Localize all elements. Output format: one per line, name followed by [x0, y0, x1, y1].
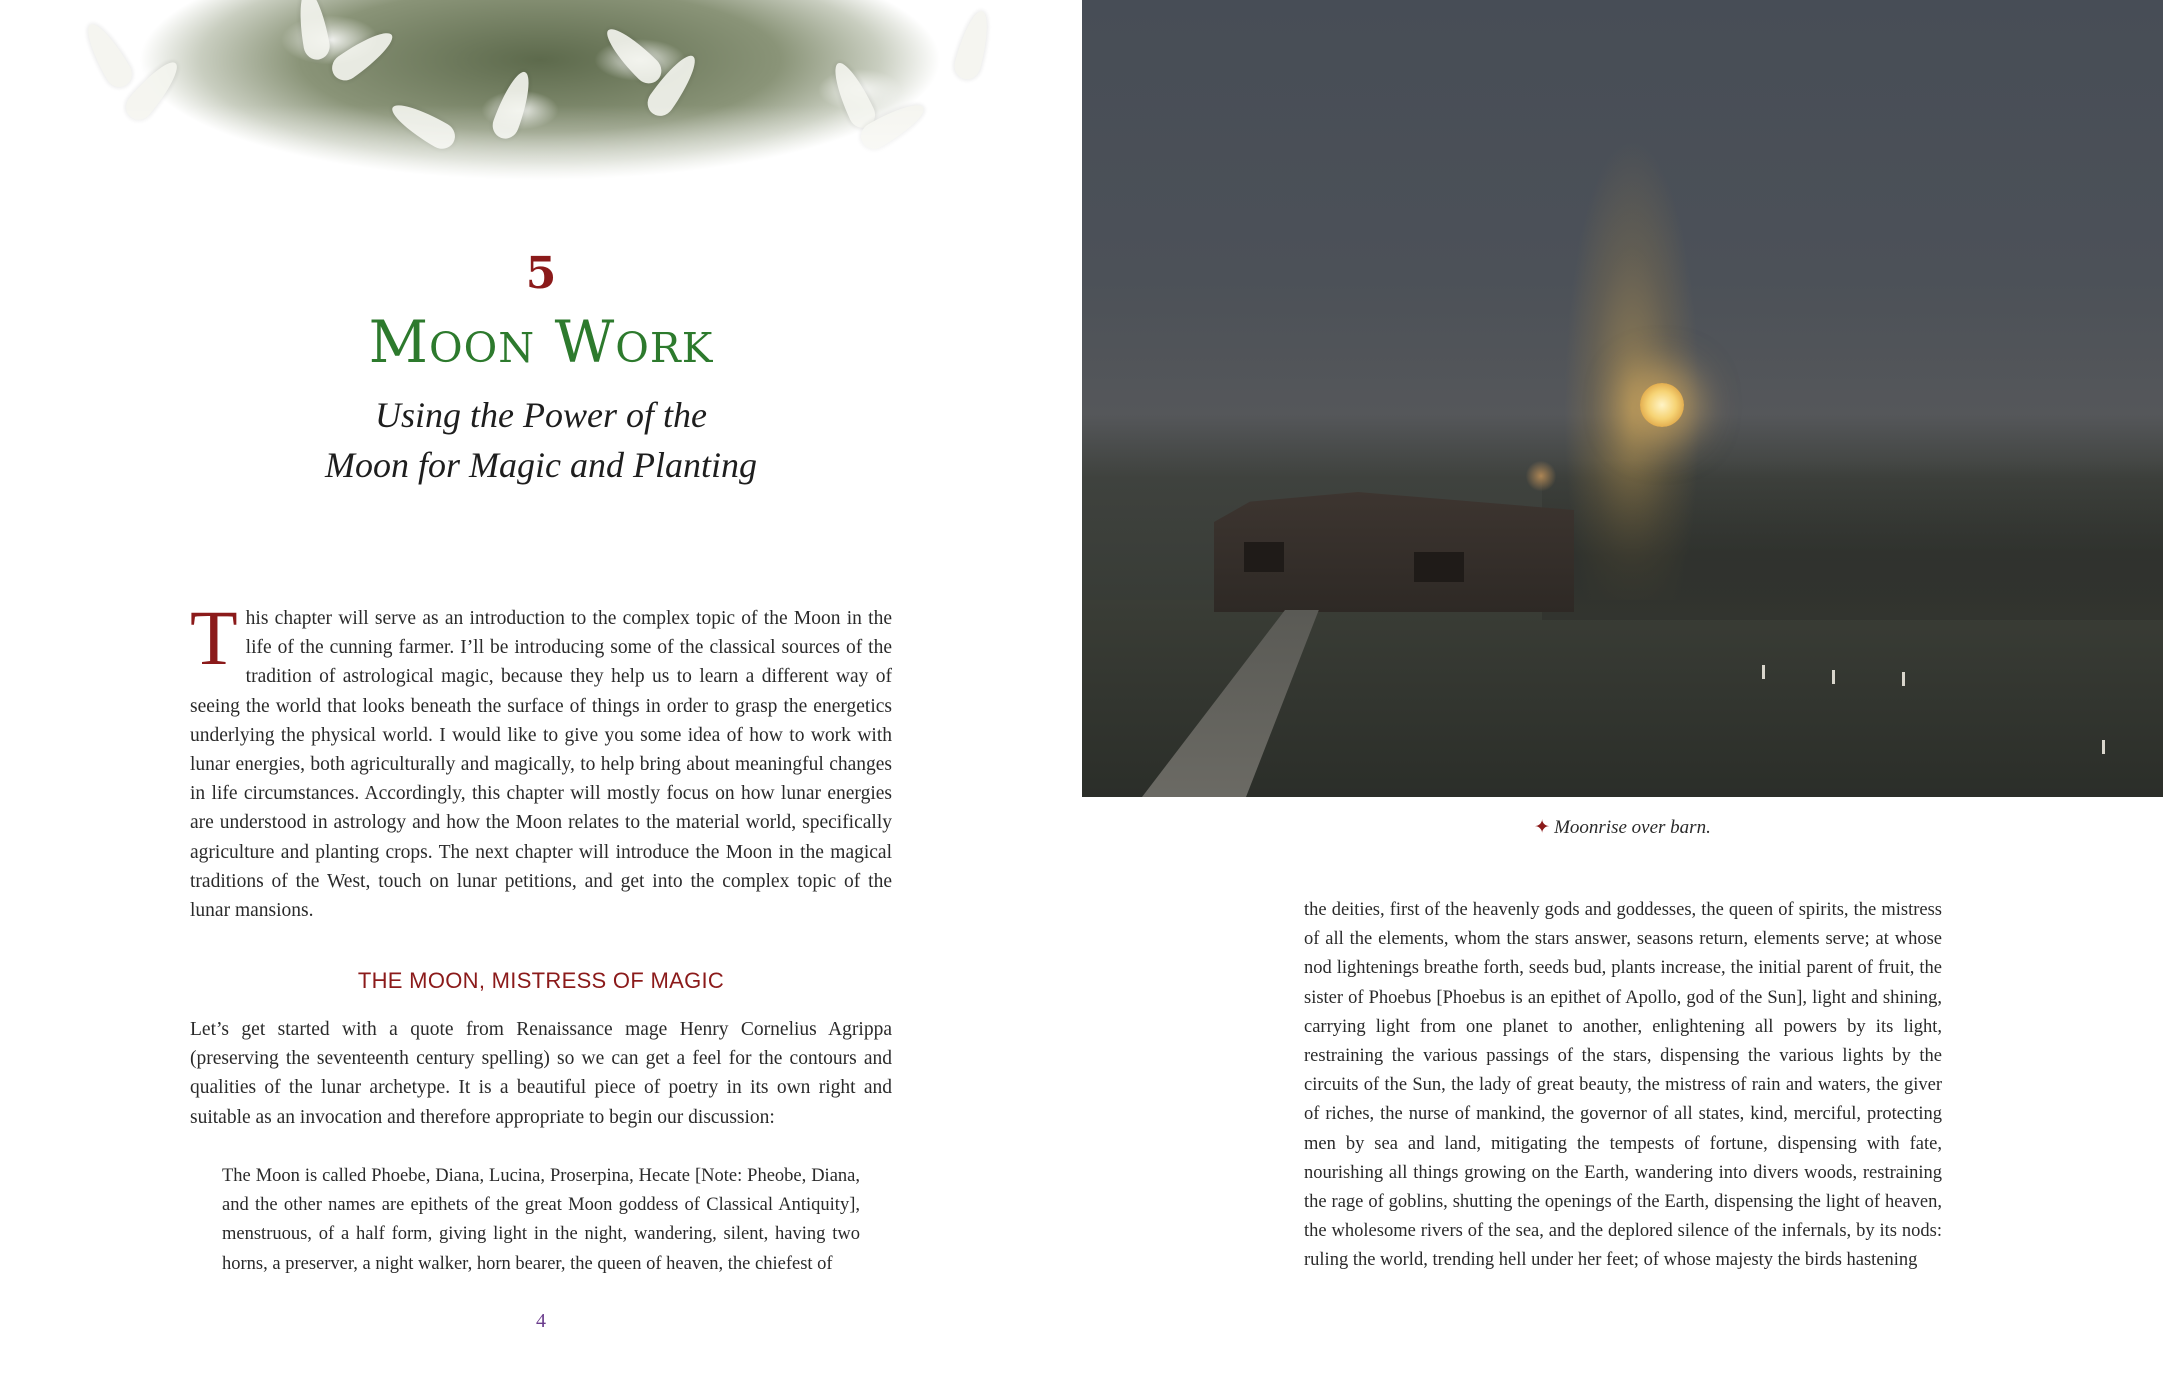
barn	[1214, 492, 1574, 612]
chapter-subtitle	[0, 390, 1082, 490]
quote-intro-paragraph: Let’s get started with a quote from Renaissance mage Henry Cornelius Agrippa (preserving the seventeenth century spelling) so we can get a feel for the contours and qualities of the lunar archetype. It is a beautiful piece of poetry in its own right and suitable as an invocation and therefore appropriate to begin our discussion:	[190, 1019, 892, 1128]
drop-cap: T	[190, 594, 238, 681]
flower-banner-image	[0, 0, 1082, 225]
treeline	[1542, 460, 2163, 620]
chapter-number: 5	[525, 248, 557, 299]
agrippa-blockquote: The Moon is called Phoebe, Diana, Lucina, Proserpina, Hecate [Note: Pheobe, Diana, and the other names are epithets of the great Moon goddess of Classical Antiquity], menstruous, of a half form, giving light in the night, wandering, silent, having two horns, a preserver, a night walker, horn bearer, the queen of heaven, the chiefest of	[222, 1166, 860, 1274]
chapter-subtitle-line-2: Moon for Magic and Planting	[325, 445, 757, 485]
intro-text: his chapter will serve as an introduction to the complex topic of the Moon in the life of the cunning farmer. I’ll be introducing some of the classical sources of the tradition of astrological magic, because they help us to learn a different way of seeing the world that looks beneath the surface of things in order to grasp the energetics underlying the physical world. I would like to give you some idea of how to work with lunar energies, both agriculturally and magically, to help bring about meaningful changes in life circumstances. Accordingly, this chapter will mostly focus on how lunar energies are understood in astrology and how the Moon relates to the material world, specifically agriculture and planting crops. The next chapter will introduce the Moon in the magical traditions of the West, touch on lunar petitions, and get into the complex topic of the lunar mansions.	[190, 608, 892, 922]
moonrise-photo	[1082, 0, 2163, 797]
chapter-subtitle-line-1: Using the Power of the	[375, 395, 707, 435]
page-number: 4	[536, 1310, 546, 1332]
photo-caption	[1082, 816, 2163, 839]
lens-flare	[1526, 460, 1556, 492]
intro-paragraph	[190, 594, 892, 925]
section-heading: THE MOON, MISTRESS OF MAGIC	[357, 968, 725, 993]
caption-ornament-icon: ✦	[1534, 817, 1551, 838]
moon	[1640, 383, 1684, 427]
photo-caption-text: Moonrise over barn.	[1554, 817, 1711, 838]
blockquote-continued: the deities, first of the heavenly gods and goddesses, the queen of spirits, the mistress of all the elements, whom the stars answer, seasons return, elements serve; at whose nod lightenings breathe forth, seeds bud, plants increase, the initial parent of fruit, the sister of Phoebus [Phoebus is an epithet of Apollo, god of the Sun], light and shining, carrying light from one planet to another, enlightening all powers by its light, restraining the various passings of the stars, dispensing the various lights by the circuits of the Sun, the lady of great beauty, the mistress of rain and waters, the giver of riches, the nurse of mankind, the governor of all states, kind, merciful, protecting men by sea and land, mitigating the tempests of fortune, dispensing with fate, nourishing all things growing on the Earth, wandering into divers woods, restraining the rage of goblins, shutting the openings of the Earth, dispensing the light of heaven, the wholesome rivers of the sea, and the deplored silence of the infernals, by its nods: ruling the world, trending hell under her feet; of whose majesty the birds hastening	[1304, 900, 1942, 1271]
chapter-title: Moon Work	[368, 308, 714, 376]
